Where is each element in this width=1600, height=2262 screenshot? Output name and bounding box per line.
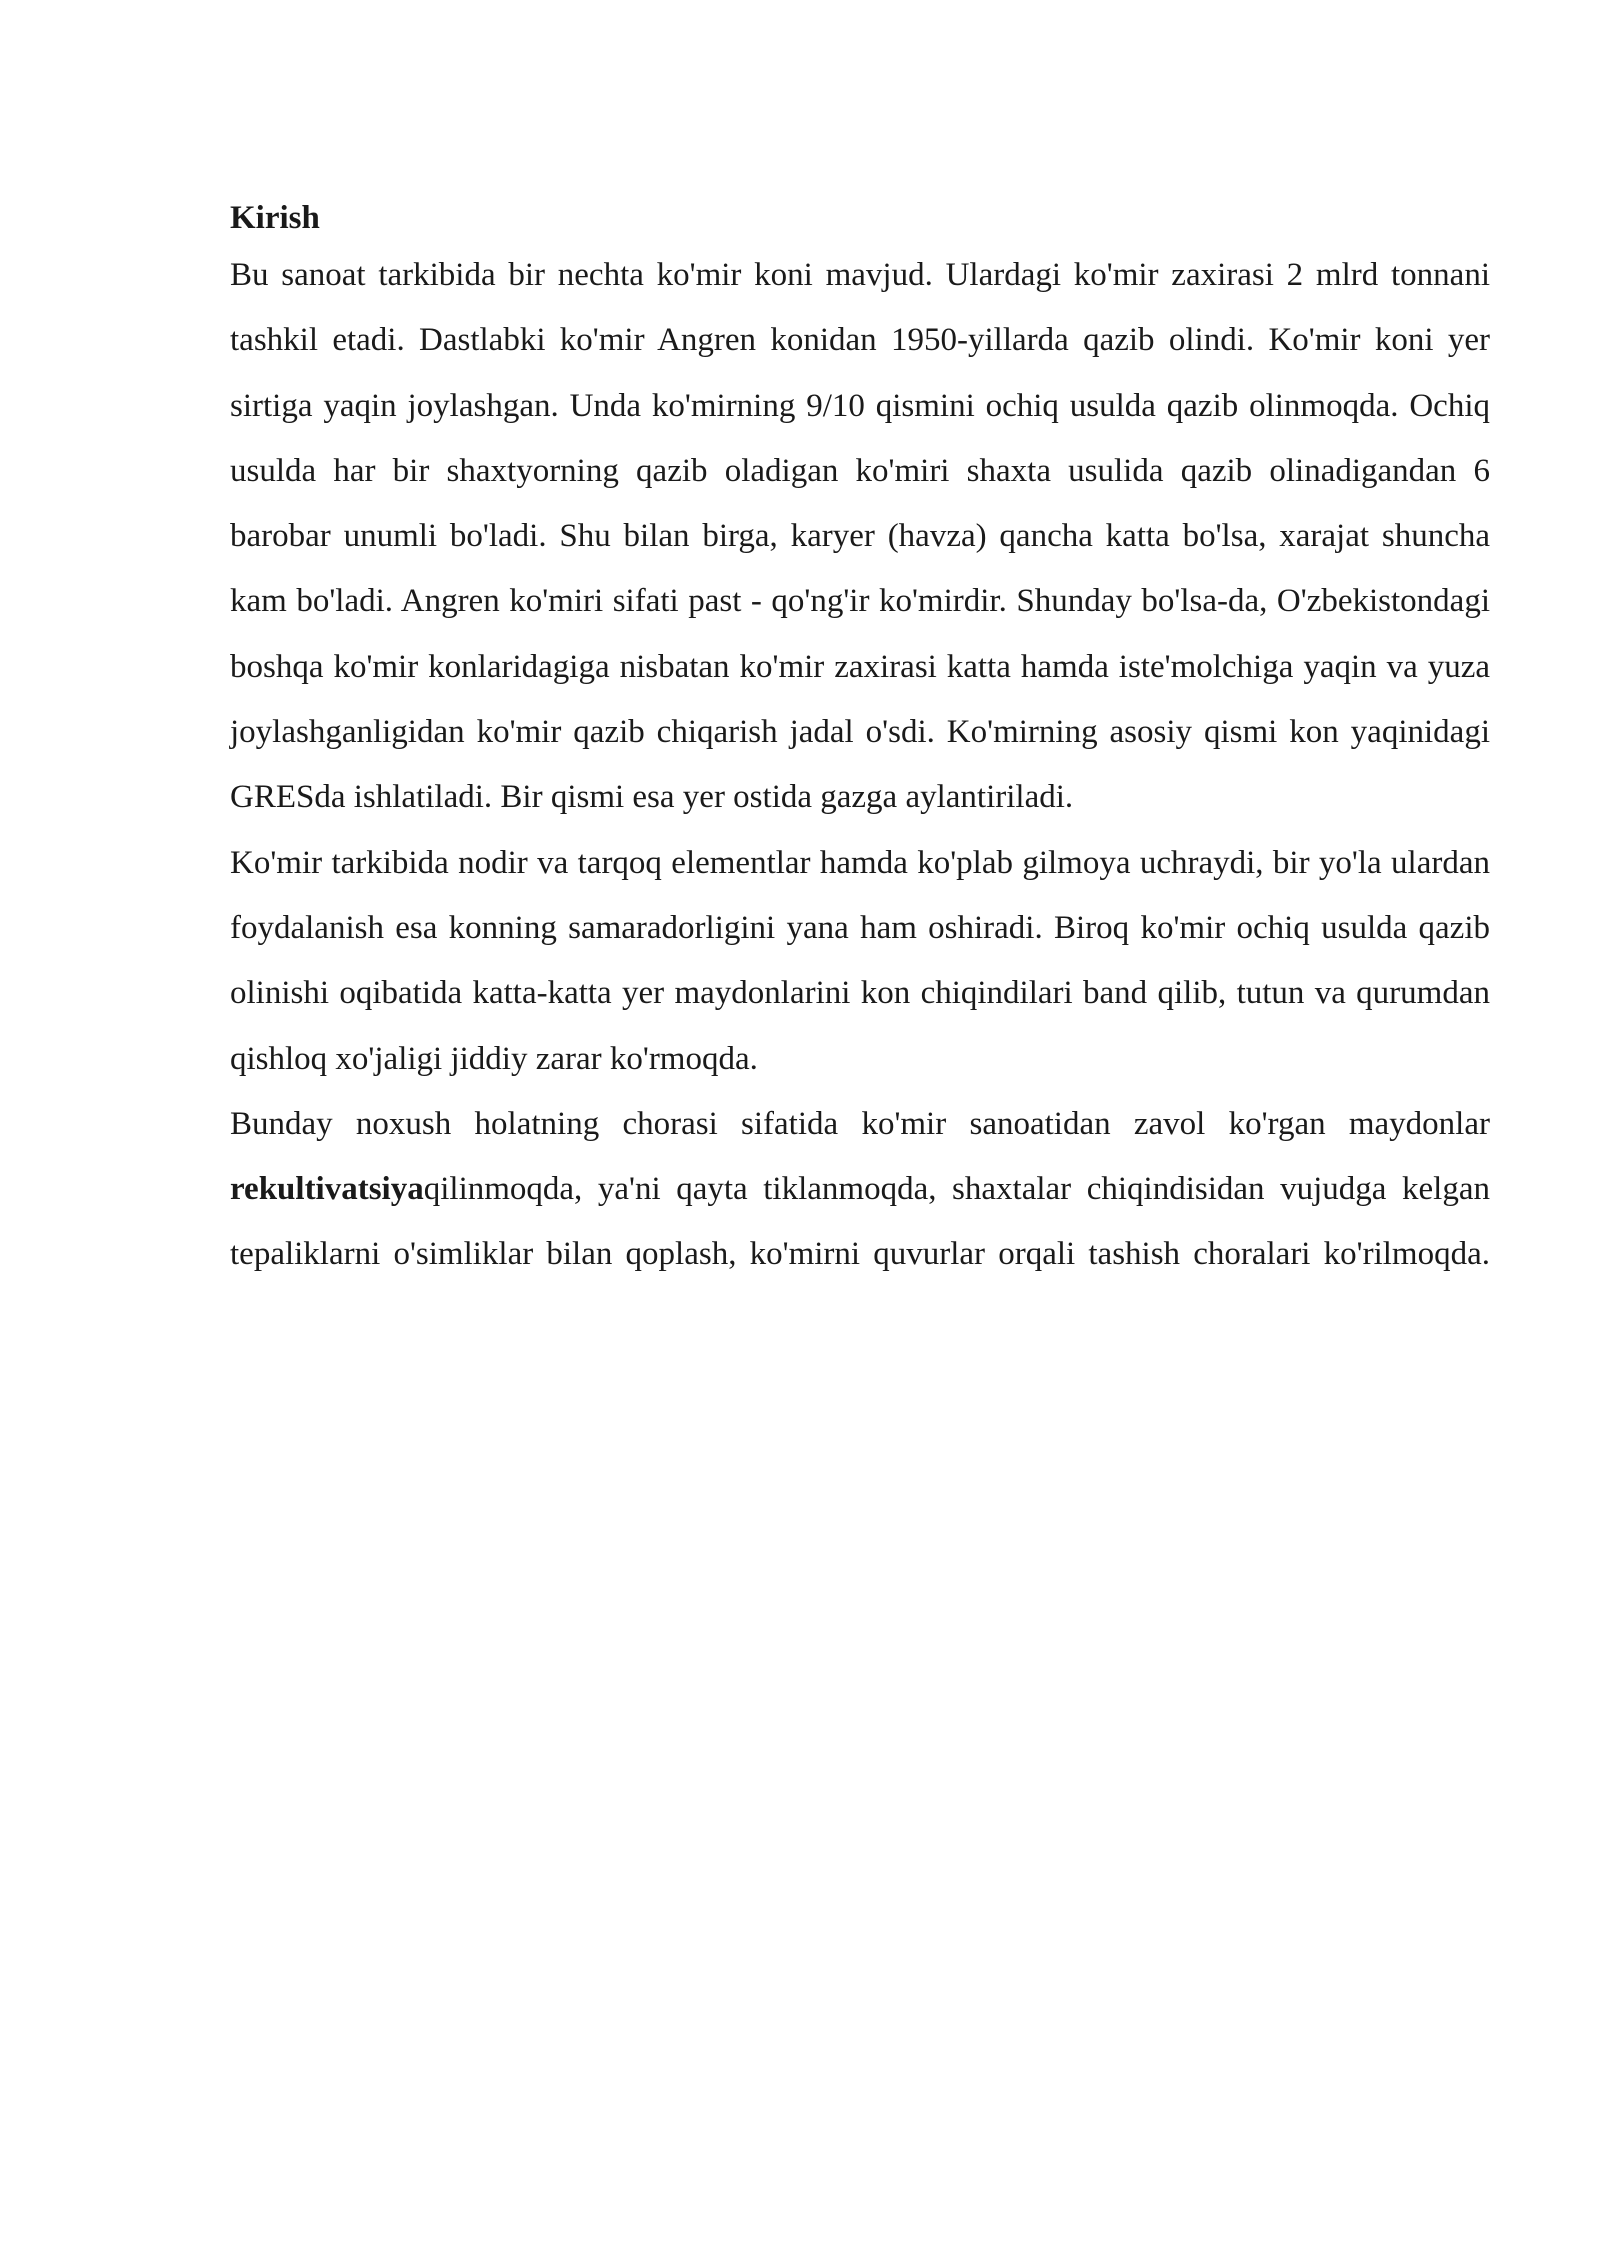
bold-term: rekultivatsiya xyxy=(230,1171,424,1208)
section-heading: Kirish xyxy=(230,200,320,236)
paragraph-3-text-after: qilinmoqda, ya'ni qayta tiklanmoqda, shaxtalar chiqindisidan vujudga kelgan tepaliklarni o'simliklar bilan qoplash, ko'mirni quvurlar orqali tashish choralari ko'rilmoqda. xyxy=(230,1171,1490,1273)
paragraph-3 xyxy=(230,1092,1490,1288)
paragraph-1: Bu sanoat tarkibida bir nechta ko'mir koni mavjud. Ulardagi ko'mir zaxirasi 2 mlrd tonnani tashkil etadi. Dastlabki ko'mir Angren konidan 1950-yillarda qazib olindi. Ko'mir koni yer sirtiga yaqin joylashgan. Unda ko'mirning 9/10 qismini ochiq usulda qazib olinmoqda. Ochiq usulda har bir shaxtyorning qazib oladigan ko'miri shaxta usulida qazib olinadigandan 6 barobar unumli bo'ladi. Shu bilan birga, karyer (havza) qancha katta bo'lsa, xarajat shuncha kam bo'ladi. Angren ko'miri sifati past - qo'ng'ir ko'mirdir. Shunday bo'lsa-da, O'zbekistondagi boshqa ko'mir konlaridagiga nisbatan ko'mir zaxirasi katta hamda iste'molchiga yaqin va yuza joylashganligidan ko'mir qazib chiqarish jadal o'sdi. Ko'mirning asosiy qismi kon yaqinidagi GRESda ishlatiladi. Bir qismi esa yer ostida gazga aylantiriladi. xyxy=(230,257,1490,816)
paragraph-2: Ko'mir tarkibida nodir va tarqoq elementlar hamda ko'plab gilmoya uchraydi, bir yo'la ulardan foydalanish esa konning samaradorligini yana ham oshiradi. Biroq ko'mir ochiq usulda qazib olinishi oqibatida katta-katta yer maydonlarini kon chiqindilari band qilib, tutun va qurumdan qishloq xo'jaligi jiddiy zarar ko'rmoqda. xyxy=(230,844,1490,1077)
document-body xyxy=(230,196,1490,1288)
paragraph-3-text-before: Bunday noxush holatning chorasi sifatida ko'mir sanoatidan zavol ko'rgan maydonlar xyxy=(230,1105,1490,1142)
